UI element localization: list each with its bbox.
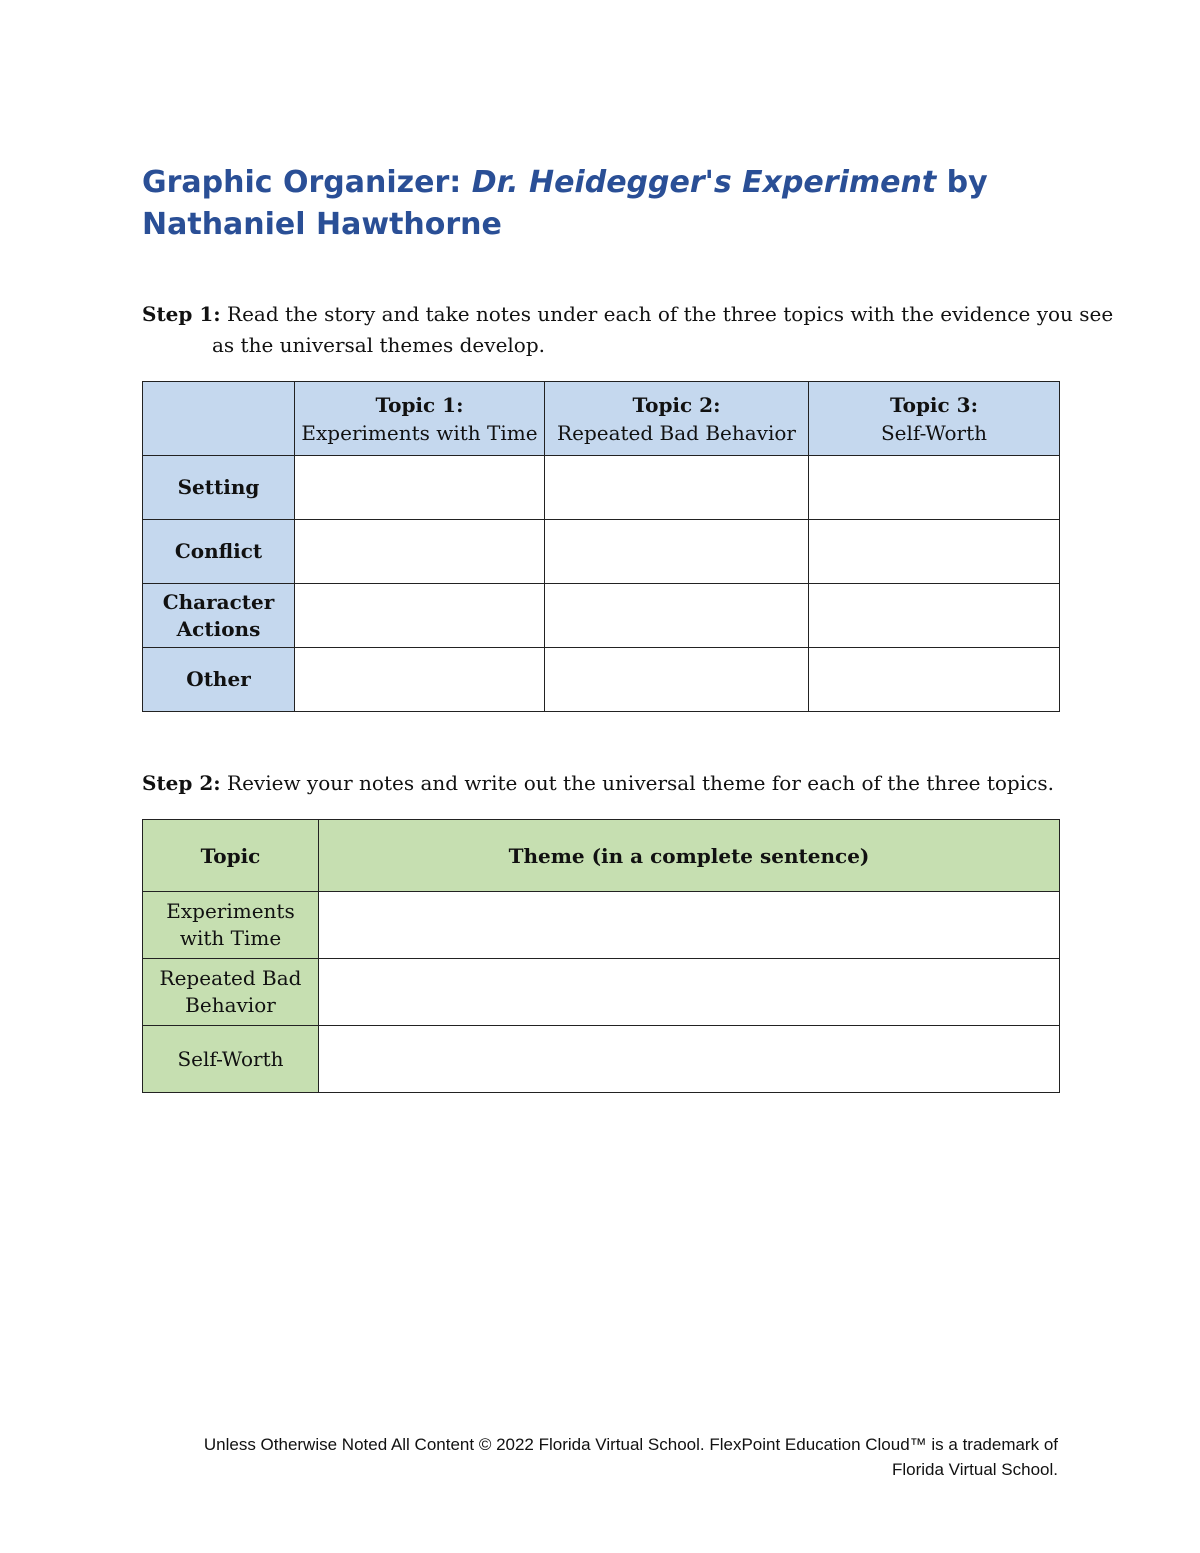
notes-cell[interactable] [545, 520, 809, 584]
row-label-character-actions: Character Actions [143, 584, 295, 648]
theme-table [142, 819, 1060, 1093]
notes-cell[interactable] [545, 648, 809, 712]
notes-cell[interactable] [295, 648, 545, 712]
notes-cell[interactable] [295, 520, 545, 584]
notes-cell[interactable] [295, 456, 545, 520]
step-1-instructions: Step 1: Read the story and take notes under each of the three topics with the evidence you see as the universal themes develop. [142, 302, 1114, 357]
step-2-instructions: Step 2: Review your notes and write out the universal theme for each of the three topics. [142, 771, 1054, 795]
notes-cell[interactable] [545, 584, 809, 648]
topic-column-header: Topic [143, 820, 319, 892]
page-title: Graphic Organizer: Dr. Heidegger's Experiment by Nathaniel Hawthorne [142, 165, 988, 242]
story-title: Dr. Heidegger's Experiment [471, 165, 937, 200]
table-row [143, 648, 1060, 712]
notes-cell[interactable] [809, 648, 1060, 712]
table-row [143, 584, 1060, 648]
corner-cell [143, 382, 295, 456]
theme-cell[interactable] [319, 1026, 1060, 1093]
table-row [143, 959, 1060, 1026]
topic-label: Repeated Bad Behavior [143, 959, 319, 1026]
notes-cell[interactable] [809, 456, 1060, 520]
table-row [143, 520, 1060, 584]
table-row [143, 1026, 1060, 1093]
copyright-footer: Unless Otherwise Noted All Content © 2022 Florida Virtual School. FlexPoint Education Cloud™ is a trademark of Florida Virtual School. [203, 1435, 1058, 1479]
topic-label: Self-Worth [143, 1026, 319, 1093]
row-label-setting: Setting [143, 456, 295, 520]
table-row [143, 892, 1060, 959]
notes-table [142, 381, 1060, 712]
theme-cell[interactable] [319, 892, 1060, 959]
topic-label: Experiments with Time [143, 892, 319, 959]
notes-cell[interactable] [545, 456, 809, 520]
topic-2-header: Topic 2: Repeated Bad Behavior [545, 382, 809, 456]
row-label-conflict: Conflict [143, 520, 295, 584]
notes-cell[interactable] [809, 584, 1060, 648]
notes-cell[interactable] [809, 520, 1060, 584]
topic-3-header: Topic 3: Self-Worth [809, 382, 1060, 456]
row-label-other: Other [143, 648, 295, 712]
topic-1-header: Topic 1: Experiments with Time [295, 382, 545, 456]
theme-cell[interactable] [319, 959, 1060, 1026]
notes-cell[interactable] [295, 584, 545, 648]
theme-column-header: Theme (in a complete sentence) [319, 820, 1060, 892]
table-row [143, 456, 1060, 520]
